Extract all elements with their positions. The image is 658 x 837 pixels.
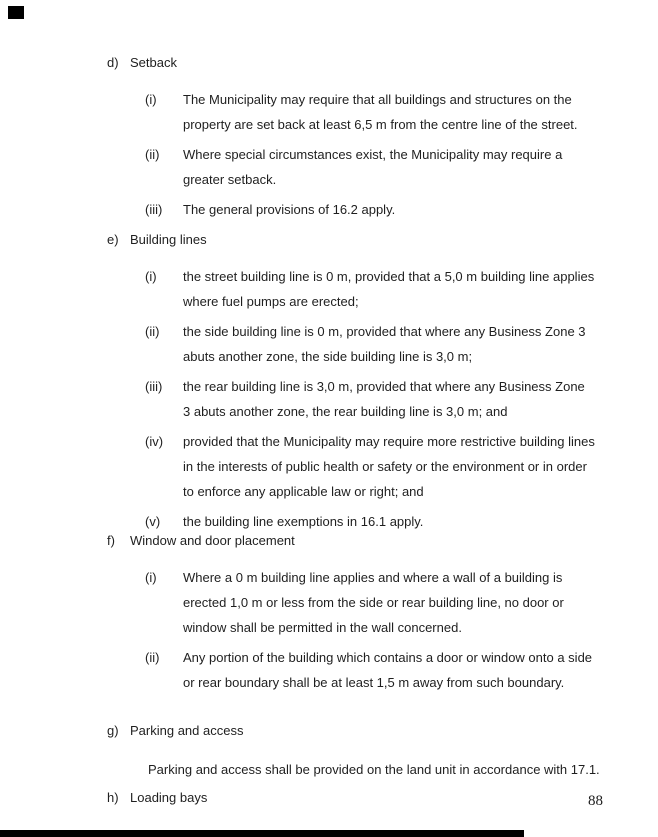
text-line: abuts another zone, the side building line is 3,0 m;	[183, 349, 473, 364]
list-item	[145, 319, 612, 369]
text-line: window shall be permitted in the wall concerned.	[183, 620, 462, 635]
list-item-number: (ii)	[145, 324, 160, 339]
section-heading	[107, 785, 612, 810]
list-item	[145, 645, 612, 695]
list-item-number: (ii)	[145, 147, 160, 162]
text-line: erected 1,0 m or less from the side or rear building line, no door or	[183, 595, 564, 610]
page-number: 88	[588, 793, 603, 809]
section-title: Building lines	[130, 232, 207, 247]
list-item	[145, 264, 612, 314]
section-title: Window and door placement	[130, 533, 295, 548]
list-item-number: (iii)	[145, 202, 163, 217]
text-line: provided that the Municipality may require more restrictive building lines	[183, 434, 595, 449]
list-item	[145, 87, 612, 137]
text-line: Any portion of the building which contains a door or window onto a side	[183, 650, 593, 665]
text-line: Where special circumstances exist, the Municipality may require a	[183, 147, 563, 162]
section-parking-access	[107, 718, 612, 782]
text-line: 3 abuts another zone, the rear building line is 3,0 m; and	[183, 404, 508, 419]
list-item-number: (iv)	[145, 434, 164, 449]
list-item	[145, 565, 612, 640]
section-window-door-placement	[107, 528, 612, 695]
text-line: to enforce any applicable law or right; and	[183, 484, 424, 499]
text-line: The general provisions of 16.2 apply.	[183, 202, 396, 217]
list-item-text	[183, 429, 612, 504]
text-line: Where a 0 m building line applies and where a wall of a building is	[183, 570, 563, 585]
text-line: the side building line is 0 m, provided that where any Business Zone 3	[183, 324, 586, 339]
text-line: property are set back at least 6,5 m from the centre line of the street.	[183, 117, 578, 132]
section-setback	[107, 50, 612, 222]
list-item-text	[183, 645, 612, 695]
section-title: Parking and access	[130, 723, 244, 738]
list-item-number: (iii)	[145, 379, 163, 394]
text-line: the street building line is 0 m, provided that a 5,0 m building line applies	[183, 269, 595, 284]
list-item-text	[183, 87, 612, 137]
text-line: where fuel pumps are erected;	[183, 294, 359, 309]
list-item-number: (ii)	[145, 650, 160, 665]
section-label: h)	[107, 790, 119, 805]
list-item-text	[183, 197, 612, 222]
list-item-number: (i)	[145, 92, 157, 107]
section-paragraph: Parking and access shall be provided on the land unit in accordance with 17.1.	[148, 762, 600, 777]
section-title: Loading bays	[130, 790, 208, 805]
text-line: the rear building line is 3,0 m, provided that where any Business Zone	[183, 379, 585, 394]
section-label: e)	[107, 232, 119, 247]
section-label: g)	[107, 723, 119, 738]
list-item-number: (v)	[145, 514, 161, 529]
section-label: d)	[107, 55, 119, 70]
text-line: The Municipality may require that all buildings and structures on the	[183, 92, 572, 107]
section-heading	[107, 718, 612, 743]
list-item-text	[183, 142, 612, 192]
list-item-number: (i)	[145, 269, 157, 284]
section-building-lines	[107, 227, 612, 534]
scan-artifact-corner-mark	[8, 6, 24, 19]
list-item	[145, 197, 612, 222]
scan-artifact-bottom-bar	[0, 830, 524, 837]
list-item	[145, 429, 612, 504]
section-loading-bays	[107, 785, 612, 810]
text-line: the building line exemptions in 16.1 apply.	[183, 514, 424, 529]
section-heading	[107, 227, 612, 252]
section-title: Setback	[130, 55, 177, 70]
text-line: or rear boundary shall be at least 1,5 m away from such boundary.	[183, 675, 565, 690]
text-line: in the interests of public health or safety or the environment or in order	[183, 459, 587, 474]
list-item-number: (i)	[145, 570, 157, 585]
section-heading	[107, 50, 612, 75]
list-item-text	[183, 319, 612, 369]
list-item	[145, 142, 612, 192]
section-heading	[107, 528, 612, 553]
list-item	[145, 374, 612, 424]
section-label: f)	[107, 533, 115, 548]
list-item-text	[183, 264, 612, 314]
text-line: greater setback.	[183, 172, 277, 187]
list-item-text	[183, 374, 612, 424]
list-item-text	[183, 565, 612, 640]
